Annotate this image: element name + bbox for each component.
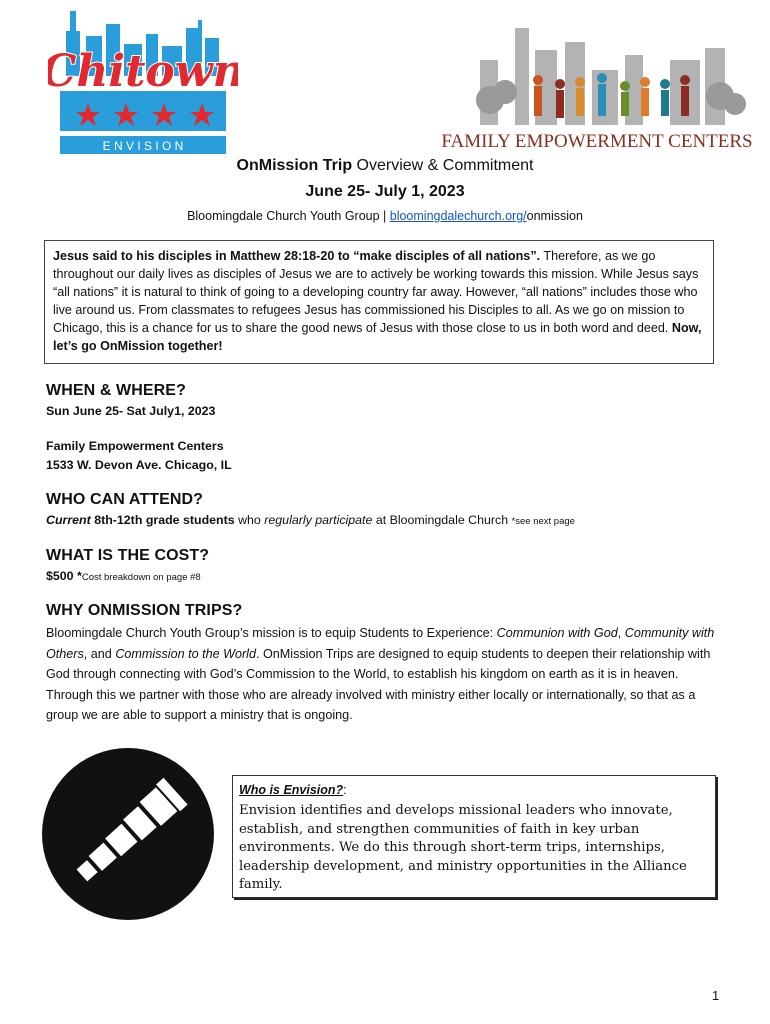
title-rest: Overview & Commitment — [352, 157, 534, 174]
telescope-badge-icon — [42, 748, 214, 920]
who-can-attend-heading: WHO CAN ATTEND? — [46, 491, 204, 508]
envision-body: Envision identifies and develops missional leaders who innovate, establish, and strengthen communities of faith in key urban environments. We do this through short-term trips, internships, leadership development, and ministry opportunities in the Alliance family. — [239, 803, 687, 892]
fec-logo-text: FAMILY EMPOWERMENT CENTERS — [441, 131, 753, 152]
trip-dates-header: June 25- July 1, 2023 — [305, 183, 465, 200]
who-regular: regularly participate — [264, 513, 373, 527]
why-p2: , — [617, 626, 625, 640]
org-suffix: onmission — [526, 209, 583, 223]
quote-bold-start: Jesus said to his disciples in Matthew 28:18-20 to “make disciples of all nations”. — [53, 249, 541, 263]
why-onmission-heading: WHY ONMISSION TRIPS? — [46, 602, 243, 619]
who-at: at Bloomingdale Church — [372, 513, 512, 527]
chitown-script: Chitown — [48, 46, 238, 97]
who-note: *see next page — [511, 516, 575, 527]
quote-body: Therefore, as we go throughout our daily lives as disciples of Jesus we are to actively be working towards this mission. While Jesus says “all nations” it is natural to think of going to a developing country far away. However, “all nations” includes those who live around us. From classmates to refugees Jesus has commissioned his Disciples to all. As we go on mission to Chicago, this is a chance for us to share the good news of Jesus with those close to us in both word and deed. — [53, 249, 699, 335]
title-bold: OnMission Trip — [236, 157, 353, 174]
cost-note: Cost breakdown on page #8 — [81, 572, 201, 583]
why-i2: Community with Others — [46, 626, 715, 661]
envision-title-line — [239, 781, 709, 799]
why-i3: Commission to the World — [115, 646, 256, 661]
who-who: who — [234, 513, 265, 527]
when-where-heading: WHEN & WHERE? — [46, 382, 186, 399]
org-line — [0, 209, 770, 223]
scripture-callout-box — [44, 240, 714, 364]
cost-text — [46, 569, 201, 583]
envision-title: Who is Envision? — [239, 783, 344, 797]
chitown-envision-logo — [48, 6, 238, 158]
who-grades: 8th-12th grade students — [90, 513, 235, 527]
page-title — [0, 157, 770, 175]
why-onmission-body — [46, 623, 726, 726]
why-p4: . OnMission Trips are designed to equip students to deepen their relationship with God through connecting with God’s Commission to the World, to establish his kingdom on earth as it is in heaven. Through this we partner with those who are already involved with ministry either locally or internationally, so that as a group we are able to support a ministry that is ongoing. — [46, 646, 711, 722]
envision-band-text: E N V I S I O N — [102, 139, 184, 153]
cost-amount: $500 * — [46, 569, 82, 583]
why-p3: , and — [83, 646, 116, 661]
family-empowerment-centers-logo — [430, 20, 765, 155]
why-p1: Bloomingdale Church Youth Group’s mission is to equip Students to Experience: — [46, 626, 497, 640]
venue-address: 1533 W. Devon Ave. Chicago, IL — [46, 458, 232, 472]
quote-bold-end: Now, let’s go OnMission together! — [53, 321, 702, 353]
who-can-attend-text — [46, 513, 575, 527]
venue-name: Family Empowerment Centers — [46, 439, 224, 453]
who-current: Current — [46, 513, 91, 527]
envision-colon: : — [343, 783, 347, 797]
org-prefix: Bloomingdale Church Youth Group | — [187, 209, 390, 223]
when-dates: Sun June 25- Sat July1, 2023 — [46, 404, 216, 418]
who-is-envision-box — [232, 775, 716, 898]
cost-heading: WHAT IS THE COST? — [46, 547, 210, 564]
why-i1: Communion with God — [496, 626, 618, 640]
church-link[interactable]: bloomingdalechurch.org/ — [389, 209, 527, 223]
page-number: 1 — [712, 988, 720, 1003]
